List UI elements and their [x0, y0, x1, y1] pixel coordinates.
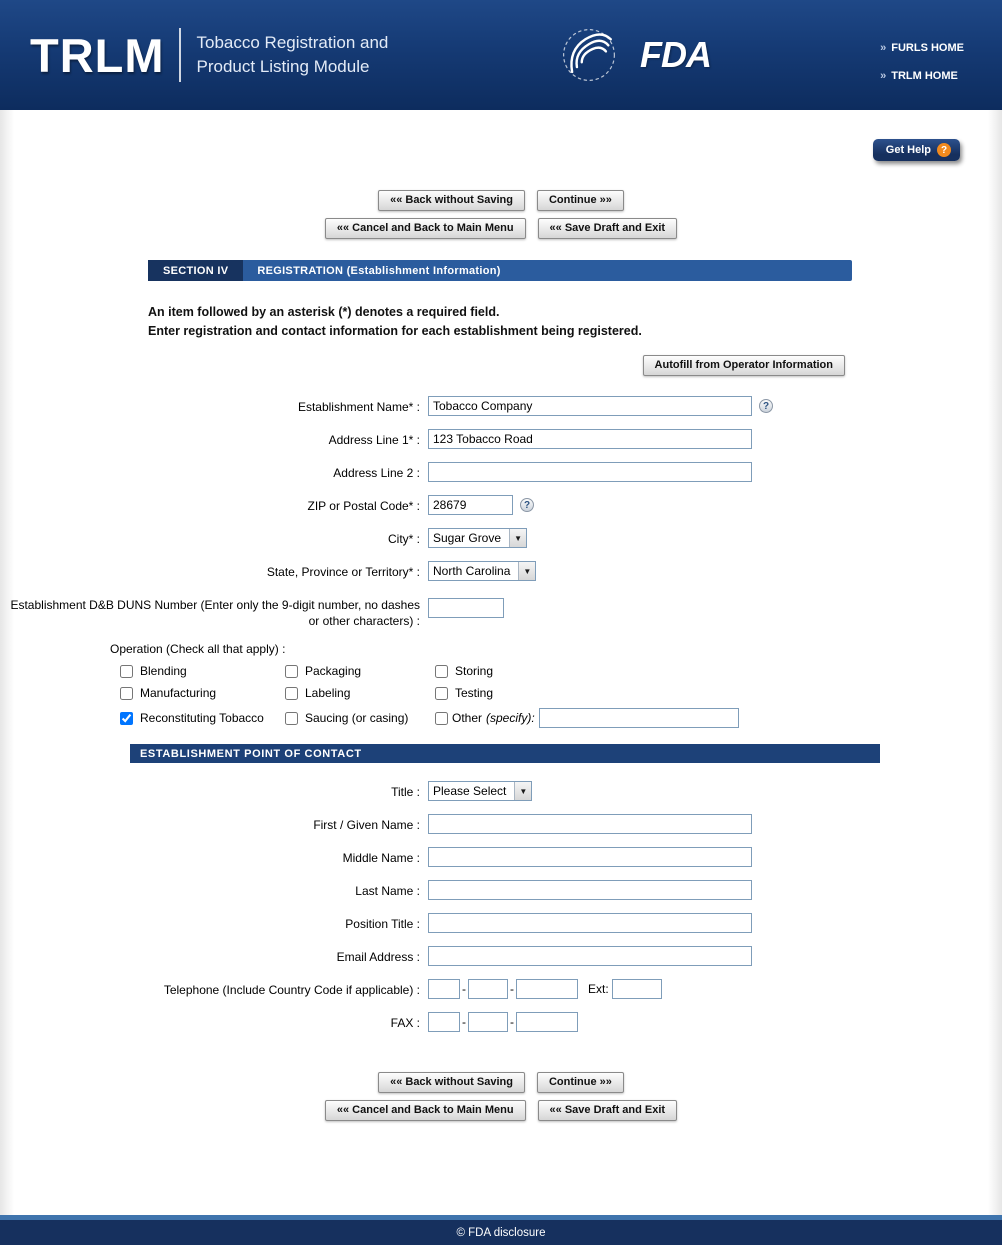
form-row-email: [0, 946, 1002, 966]
checkbox-reconstituting-tobacco[interactable]: [120, 712, 133, 725]
form-row-last-name: [0, 880, 1002, 900]
point-of-contact-header-bar: ESTABLISHMENT POINT OF CONTACT: [130, 744, 880, 763]
telephone-part1-input[interactable]: [428, 979, 460, 999]
fax-dash: -: [510, 1015, 514, 1029]
fax-label: FAX :: [390, 1016, 420, 1030]
form-row-address-line-1: [0, 429, 1002, 449]
app-title-line1: Tobacco Registration and: [196, 33, 389, 53]
telephone-part3-input[interactable]: [516, 979, 578, 999]
last-name-label: Last Name :: [355, 884, 420, 898]
operation-checkbox-grid: [120, 664, 1002, 728]
form-instructions: [148, 303, 1002, 341]
app-title: [197, 31, 389, 79]
chevron-bullet-icon: »: [880, 70, 887, 82]
first-name-input[interactable]: [428, 814, 752, 834]
form-row-contact-title: [0, 781, 1002, 801]
address-line-2-input[interactable]: [428, 462, 752, 482]
checkbox-packaging[interactable]: [285, 665, 298, 678]
checkbox-blending-label: Blending: [140, 664, 187, 678]
footer-disclosure-link[interactable]: © FDA disclosure: [456, 1226, 546, 1239]
checkbox-testing[interactable]: [435, 687, 448, 700]
email-input[interactable]: [428, 946, 752, 966]
form-row-state: [0, 561, 1002, 581]
checkbox-saucing-label: Saucing (or casing): [305, 711, 409, 725]
checkbox-saucing[interactable]: [285, 712, 298, 725]
establishment-name-label: Establishment Name* :: [297, 400, 420, 414]
save-draft-exit-button-top[interactable]: «« Save Draft and Exit: [538, 218, 678, 239]
form-row-middle-name: [0, 847, 1002, 867]
middle-name-label: Middle Name :: [342, 851, 420, 865]
form-row-telephone: [0, 979, 1002, 999]
registration-instructions: Enter registration and contact information for each establishment being registered.: [148, 324, 642, 338]
link-trlm-home[interactable]: [880, 70, 958, 82]
section-header-bar: [148, 260, 852, 281]
checkbox-packaging-label: Packaging: [305, 664, 362, 678]
telephone-ext-label: Ext:: [588, 982, 609, 996]
operation-item-labeling: [285, 686, 435, 700]
checkbox-manufacturing-label: Manufacturing: [140, 686, 217, 700]
checkbox-other-label: Other: [452, 711, 483, 725]
fax-dash: -: [462, 1015, 466, 1029]
header-divider: [179, 28, 181, 82]
operation-item-manufacturing: [120, 686, 285, 700]
app-acronym: TRLM: [30, 28, 165, 82]
section-tab: SECTION IV: [148, 260, 243, 281]
form-row-zip: [0, 495, 1002, 515]
zip-label: ZIP or Postal Code* :: [307, 499, 420, 513]
email-label: Email Address :: [336, 950, 420, 964]
operation-item-blending: [120, 664, 285, 678]
zip-help-icon[interactable]: ?: [520, 498, 534, 512]
operation-item-storing: [435, 664, 1002, 678]
position-title-label: Position Title :: [345, 917, 420, 931]
state-label: State, Province or Territory* :: [266, 565, 420, 579]
zip-input[interactable]: [428, 495, 513, 515]
link-trlm-home-label: TRLM HOME: [891, 70, 958, 82]
back-without-saving-button-top[interactable]: «« Back without Saving: [378, 190, 525, 211]
contact-title-select[interactable]: [428, 781, 532, 801]
last-name-input[interactable]: [428, 880, 752, 900]
establishment-name-input[interactable]: [428, 396, 752, 416]
checkbox-reconstituting-tobacco-label: Reconstituting Tobacco: [140, 711, 264, 725]
fda-logo: FDA: [640, 34, 711, 75]
address-line-1-input[interactable]: [428, 429, 752, 449]
middle-name-input[interactable]: [428, 847, 752, 867]
checkbox-blending[interactable]: [120, 665, 133, 678]
state-select-value: North Carolina: [433, 564, 511, 578]
first-name-label: First / Given Name :: [313, 818, 420, 832]
establishment-name-help-icon[interactable]: ?: [759, 399, 773, 413]
checkbox-other[interactable]: [435, 712, 448, 725]
form-row-establishment-name: [0, 396, 1002, 416]
continue-button-top[interactable]: Continue »»: [537, 190, 624, 211]
bottom-button-row-2: [0, 1100, 1002, 1121]
state-select[interactable]: [428, 561, 536, 581]
checkbox-labeling[interactable]: [285, 687, 298, 700]
chevron-down-icon: ▼: [514, 782, 531, 800]
help-question-icon: ?: [937, 143, 951, 157]
hhs-eagle-icon: [560, 26, 618, 84]
fax-part2-input[interactable]: [468, 1012, 508, 1032]
chevron-down-icon: ▼: [509, 529, 526, 547]
operation-item-packaging: [285, 664, 435, 678]
bottom-button-row-1: [0, 1072, 1002, 1093]
operation-item-testing: [435, 686, 1002, 700]
form-row-address-line-2: [0, 462, 1002, 482]
back-without-saving-button-bottom[interactable]: «« Back without Saving: [378, 1072, 525, 1093]
city-select-value: Sugar Grove: [433, 531, 502, 545]
top-button-row-1: [0, 190, 1002, 211]
header-links: [880, 42, 964, 82]
operation-item-saucing: [285, 708, 435, 728]
top-button-row-2: [0, 218, 1002, 239]
checkbox-testing-label: Testing: [455, 686, 494, 700]
continue-button-bottom[interactable]: Continue »»: [537, 1072, 624, 1093]
autofill-from-operator-button[interactable]: Autofill from Operator Information: [643, 355, 845, 376]
form-row-fax: [0, 1012, 1002, 1032]
chevron-down-icon: ▼: [518, 562, 535, 580]
form-row-first-name: [0, 814, 1002, 834]
cancel-back-main-menu-button-bottom[interactable]: «« Cancel and Back to Main Menu: [325, 1100, 526, 1121]
app-header: [0, 0, 1002, 110]
cancel-back-main-menu-button-top[interactable]: «« Cancel and Back to Main Menu: [325, 218, 526, 239]
address-line-1-label: Address Line 1* :: [328, 433, 420, 447]
app-title-line2: Product Listing Module: [196, 57, 370, 76]
section-title: REGISTRATION (Establishment Information): [243, 260, 852, 281]
other-specify-input[interactable]: [539, 708, 739, 728]
telephone-label: Telephone (Include Country Code if applicable) :: [163, 983, 420, 997]
fax-part1-input[interactable]: [428, 1012, 460, 1032]
form-row-position-title: [0, 913, 1002, 933]
duns-input[interactable]: [428, 598, 504, 618]
checkbox-storing-label: Storing: [455, 664, 494, 678]
header-logos: [560, 0, 711, 110]
position-title-input[interactable]: [428, 913, 752, 933]
operation-label: Operation (Check all that apply) :: [110, 642, 286, 656]
link-furls-home[interactable]: [880, 42, 964, 54]
telephone-ext-input[interactable]: [612, 979, 662, 999]
get-help-button[interactable]: [873, 139, 960, 161]
save-draft-exit-button-bottom[interactable]: «« Save Draft and Exit: [538, 1100, 678, 1121]
get-help-label: Get Help: [885, 144, 931, 156]
address-line-2-label: Address Line 2 :: [333, 466, 420, 480]
telephone-dash: -: [510, 982, 514, 996]
city-label: City* :: [387, 532, 420, 546]
establishment-form: [0, 396, 1002, 1032]
chevron-bullet-icon: »: [880, 42, 887, 54]
link-furls-home-label: FURLS HOME: [891, 42, 964, 54]
operation-item-other: [435, 708, 1002, 728]
checkbox-manufacturing[interactable]: [120, 687, 133, 700]
main-content: [0, 110, 1002, 1215]
fax-part3-input[interactable]: [516, 1012, 578, 1032]
contact-title-label: Title :: [391, 785, 420, 799]
form-row-duns: [0, 594, 1002, 629]
duns-label: Establishment D&B DUNS Number (Enter only the 9-digit number, no dashes or other characters) :: [10, 598, 420, 628]
contact-title-select-value: Please Select: [433, 784, 507, 798]
autofill-row: [0, 355, 845, 376]
checkbox-storing[interactable]: [435, 665, 448, 678]
telephone-dash: -: [462, 982, 466, 996]
city-select[interactable]: [428, 528, 527, 548]
other-specify-label: (specify):: [486, 711, 535, 725]
page-footer: [0, 1215, 1002, 1245]
checkbox-labeling-label: Labeling: [305, 686, 351, 700]
telephone-part2-input[interactable]: [468, 979, 508, 999]
form-row-city: [0, 528, 1002, 548]
operation-item-reconstituting-tobacco: [120, 708, 285, 728]
required-field-note: An item followed by an asterisk (*) denotes a required field.: [148, 305, 500, 319]
